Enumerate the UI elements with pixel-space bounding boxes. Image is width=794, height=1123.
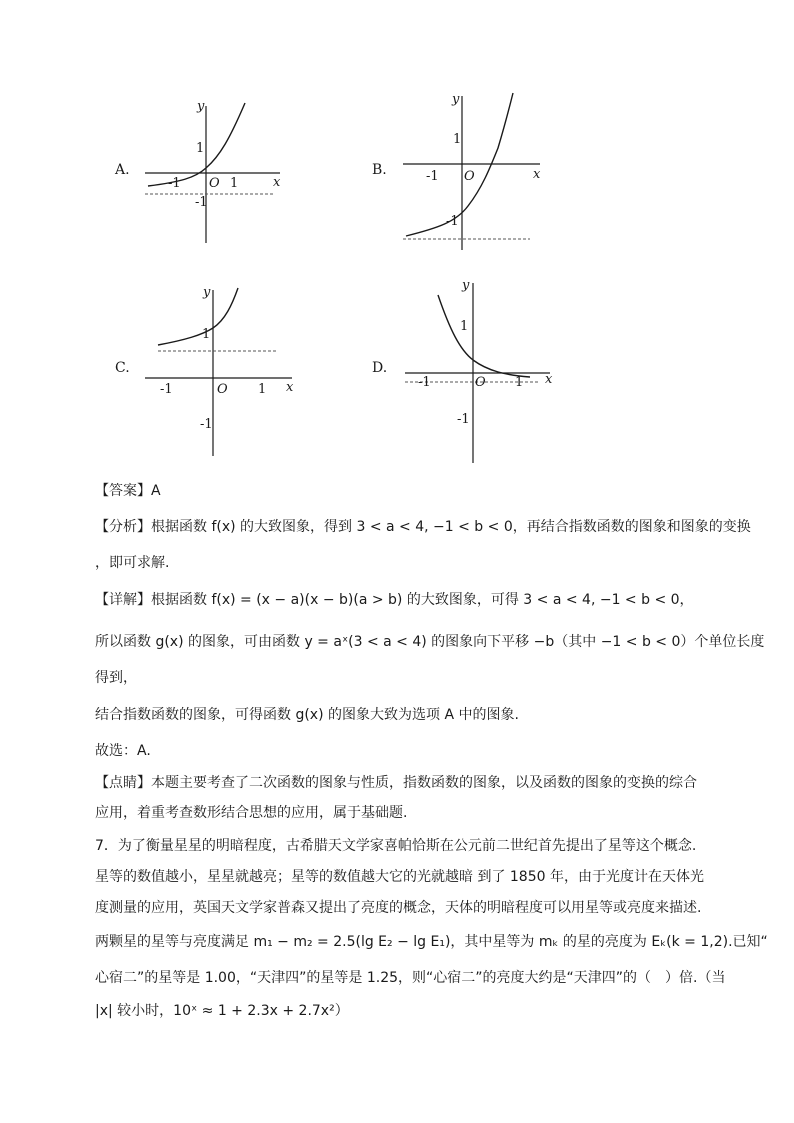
y-tick-1: 1 [202, 327, 211, 342]
detail-tag: 【详解】 [95, 592, 151, 608]
origin-label: O [217, 382, 228, 397]
y-axis-label: y [197, 99, 205, 114]
y-tick-neg1: -1 [200, 417, 213, 432]
y-tick-1: 1 [196, 141, 205, 156]
origin-label: O [475, 375, 486, 390]
y-axis-label: y [203, 285, 211, 300]
x-tick-neg1: -1 [418, 375, 431, 390]
x-axis-label: x [286, 380, 294, 395]
x-tick-1: 1 [258, 382, 267, 397]
detail-text-1: 根据函数 f(x) = (x − a)(x − b)(a > b) 的大致图象，可得 3 < a < 4, −1 < b < 0， [151, 592, 694, 608]
option-d-label: D. [372, 360, 388, 376]
option-a-label: A. [115, 162, 130, 178]
question7-line-6: |x| 较小时，10ˣ ≈ 1 + 2.3x + 2.7x²） [95, 1003, 349, 1019]
answer-value: A [151, 483, 161, 499]
y-tick-neg1: -1 [446, 214, 459, 229]
option-c-label: C. [115, 360, 130, 376]
x-axis-label: x [545, 372, 553, 387]
x-tick-neg1: -1 [160, 382, 173, 397]
x-axis-label: x [533, 167, 541, 182]
x-tick-1: 1 [515, 375, 524, 390]
answer-line [95, 481, 710, 501]
question7-line-2: 星等的数值越小，星星就越亮；星等的数值越大它的光就越暗 到了 1850 年，由于光度计在天体光 [95, 869, 704, 885]
y-tick-neg1: -1 [457, 412, 470, 427]
y-axis-label: y [452, 92, 460, 107]
function-curve [438, 295, 530, 377]
y-axis-label: y [462, 278, 470, 293]
analysis-tag: 【分析】 [95, 519, 151, 535]
y-tick-neg1: -1 [195, 195, 208, 210]
detail-line-2: 所以函数 g(x) 的图象，可由函数 y = aˣ(3 < a < 4) 的图象向下平移 −b（其中 −1 < b < 0）个单位长度 [95, 634, 765, 650]
x-tick-neg1: -1 [426, 169, 439, 184]
analysis-line-1 [95, 517, 751, 537]
x-axis-label: x [273, 175, 281, 190]
detail-line-3: 得到， [95, 670, 137, 686]
option-a-graph [140, 98, 290, 248]
question7-line-4: 两颗星的星等与亮度满足 m₁ − m₂ = 2.5(lg E₂ − lg E₁)，其中星等为 mₖ 的星的亮度为 Eₖ(k = 1,2).已知“ [95, 934, 768, 950]
comment-line-2: 应用，着重考查数形结合思想的应用，属于基础题. [95, 805, 408, 821]
comment-text-1: 本题主要考查了二次函数的图象与性质，指数函数的图象，以及函数的图象的变换的综合 [151, 775, 697, 791]
x-tick-neg1: -1 [168, 176, 181, 191]
question7-line-1: 7．为了衡量星星的明暗程度，古希腊天文学家喜帕恰斯在公元前二世纪首先提出了星等这个概念. [95, 838, 697, 854]
answer-tag: 【答案】 [95, 483, 151, 499]
option-b-graph [398, 88, 548, 253]
comment-line-1 [95, 773, 710, 793]
detail-line-1 [95, 590, 710, 610]
x-tick-1: 1 [230, 176, 239, 191]
detail-line-5: 故选：A. [95, 743, 151, 759]
y-tick-1: 1 [460, 319, 469, 334]
option-c-graph [140, 280, 300, 460]
origin-label: O [464, 169, 475, 184]
function-curve [158, 288, 238, 345]
option-d-graph [400, 275, 560, 465]
analysis-text-1: 根据函数 f(x) 的大致图象，得到 3 < a < 4, −1 < b < 0，再结合指数函数的图象和图象的变换 [151, 519, 751, 535]
y-tick-1: 1 [453, 132, 462, 147]
origin-label: O [209, 176, 220, 191]
question7-line-5: 心宿二”的星等是 1.00，“天津四”的星等是 1.25，则“心宿二”的亮度大约是“天津四”的（ ）倍.（当 [95, 970, 726, 986]
question7-line-3: 度测量的应用，英国天文学家普森又提出了亮度的概念，天体的明暗程度可以用星等或亮度来描述. [95, 900, 702, 916]
comment-tag: 【点睛】 [95, 775, 151, 791]
detail-line-4: 结合指数函数的图象，可得函数 g(x) 的图象大致为选项 A 中的图象. [95, 707, 519, 723]
analysis-line-2: ，即可求解. [95, 555, 170, 571]
option-b-label: B. [372, 162, 387, 178]
